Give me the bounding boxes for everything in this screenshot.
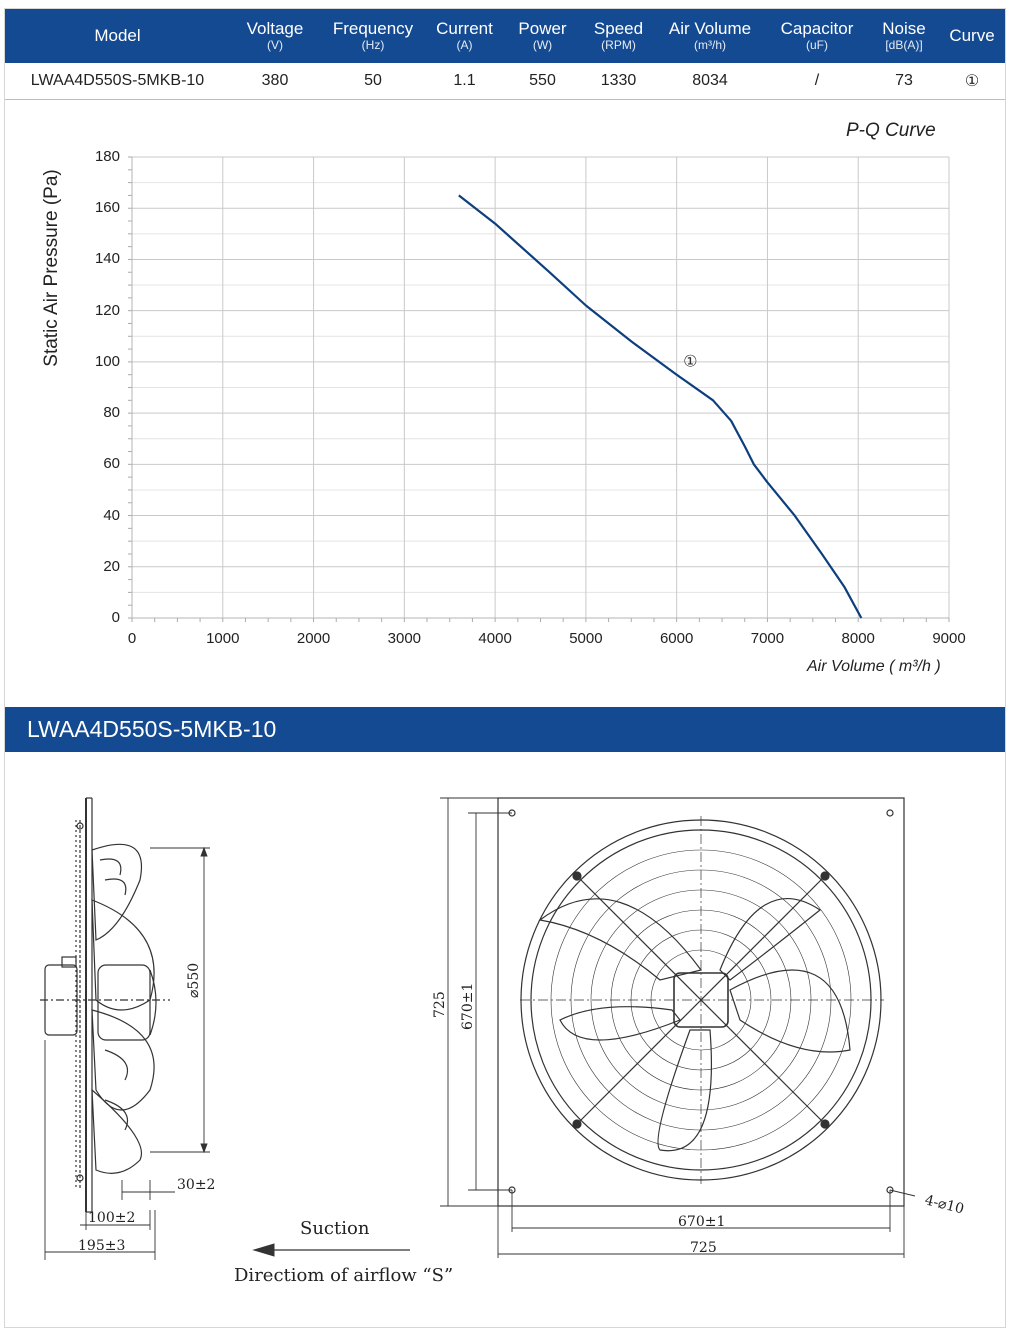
y-tick-label: 100 (94, 352, 120, 370)
cell-power: 550 (503, 63, 582, 100)
y-tick-label: 60 (103, 455, 120, 473)
dim-100: 100±2 (88, 1210, 136, 1226)
x-tick-label: 8000 (841, 630, 875, 647)
model-band: LWAA4D550S-5MKB-10 (5, 707, 1005, 752)
dim-670-horizontal: 670±1 (678, 1214, 726, 1230)
cell-frequency: 50 (320, 63, 426, 100)
y-tick-label: 180 (94, 148, 120, 165)
header-capacitor: Capacitor (uF) (765, 9, 869, 63)
cell-model: LWAA4D550S-5MKB-10 (5, 63, 230, 100)
x-tick-label: 2000 (296, 630, 331, 647)
airflow-arrow-icon (254, 1244, 410, 1256)
x-tick-label: 3000 (387, 630, 422, 647)
header-air-volume: Air Volume (m³/h) (655, 9, 765, 63)
cell-voltage: 380 (230, 63, 320, 100)
airflow-direction-label: Directiom of airflow “S” (234, 1265, 454, 1286)
cell-current: 1.1 (426, 63, 503, 100)
y-tick-label: 40 (103, 506, 120, 524)
x-tick-label: 7000 (750, 630, 785, 647)
dim-725-horizontal: 725 (690, 1240, 717, 1256)
dim-670-vertical: 670±1 (460, 982, 476, 1030)
front-view-dimensions (440, 798, 915, 1258)
side-view (40, 798, 170, 1212)
chart-x-label: Air Volume ( m³/h ) (807, 658, 941, 675)
dim-30: 30±2 (177, 1177, 216, 1193)
series-line (459, 195, 862, 618)
y-tick-label: 160 (94, 199, 120, 217)
cell-curve: ① (939, 63, 1005, 100)
header-power: Power (W) (503, 9, 582, 63)
x-tick-label: 9000 (932, 630, 966, 647)
dim-holes: 4-⌀10 (923, 1192, 966, 1218)
chart-title: P-Q Curve (846, 120, 936, 141)
y-tick-label: 120 (94, 301, 120, 319)
cell-noise: 73 (869, 63, 939, 100)
dim-725-vertical: 725 (432, 991, 448, 1018)
cell-speed: 1330 (582, 63, 655, 100)
side-view-dimensions (45, 848, 210, 1260)
y-tick-label: 0 (111, 609, 120, 626)
x-tick-label: 5000 (569, 630, 603, 647)
y-tick-label: 140 (94, 250, 120, 268)
technical-drawing (0, 760, 1010, 1320)
header-voltage: Voltage (V) (230, 9, 320, 63)
cell-air-volume: 8034 (655, 63, 765, 100)
dim-diameter: ⌀550 (186, 962, 202, 998)
y-tick-label: 80 (103, 404, 120, 422)
suction-label: Suction (300, 1218, 370, 1239)
front-view (498, 798, 904, 1206)
x-tick-label: 4000 (478, 630, 512, 647)
x-tick-label: 1000 (206, 630, 240, 647)
header-noise: Noise [dB(A)] (869, 9, 939, 63)
curve-label: ① (683, 351, 698, 371)
header-model: Model (5, 9, 230, 63)
x-tick-label: 0 (127, 630, 137, 647)
cell-capacitor: / (765, 63, 869, 100)
header-speed: Speed (RPM) (582, 9, 655, 63)
dim-195: 195±3 (78, 1238, 126, 1254)
chart-y-label: Static Air Pressure (Pa) (41, 169, 62, 367)
header-current: Current (A) (426, 9, 503, 63)
header-curve: Curve (939, 9, 1005, 63)
header-frequency: Frequency (Hz) (320, 9, 426, 63)
x-tick-label: 6000 (659, 630, 694, 647)
y-tick-label: 20 (103, 557, 120, 575)
